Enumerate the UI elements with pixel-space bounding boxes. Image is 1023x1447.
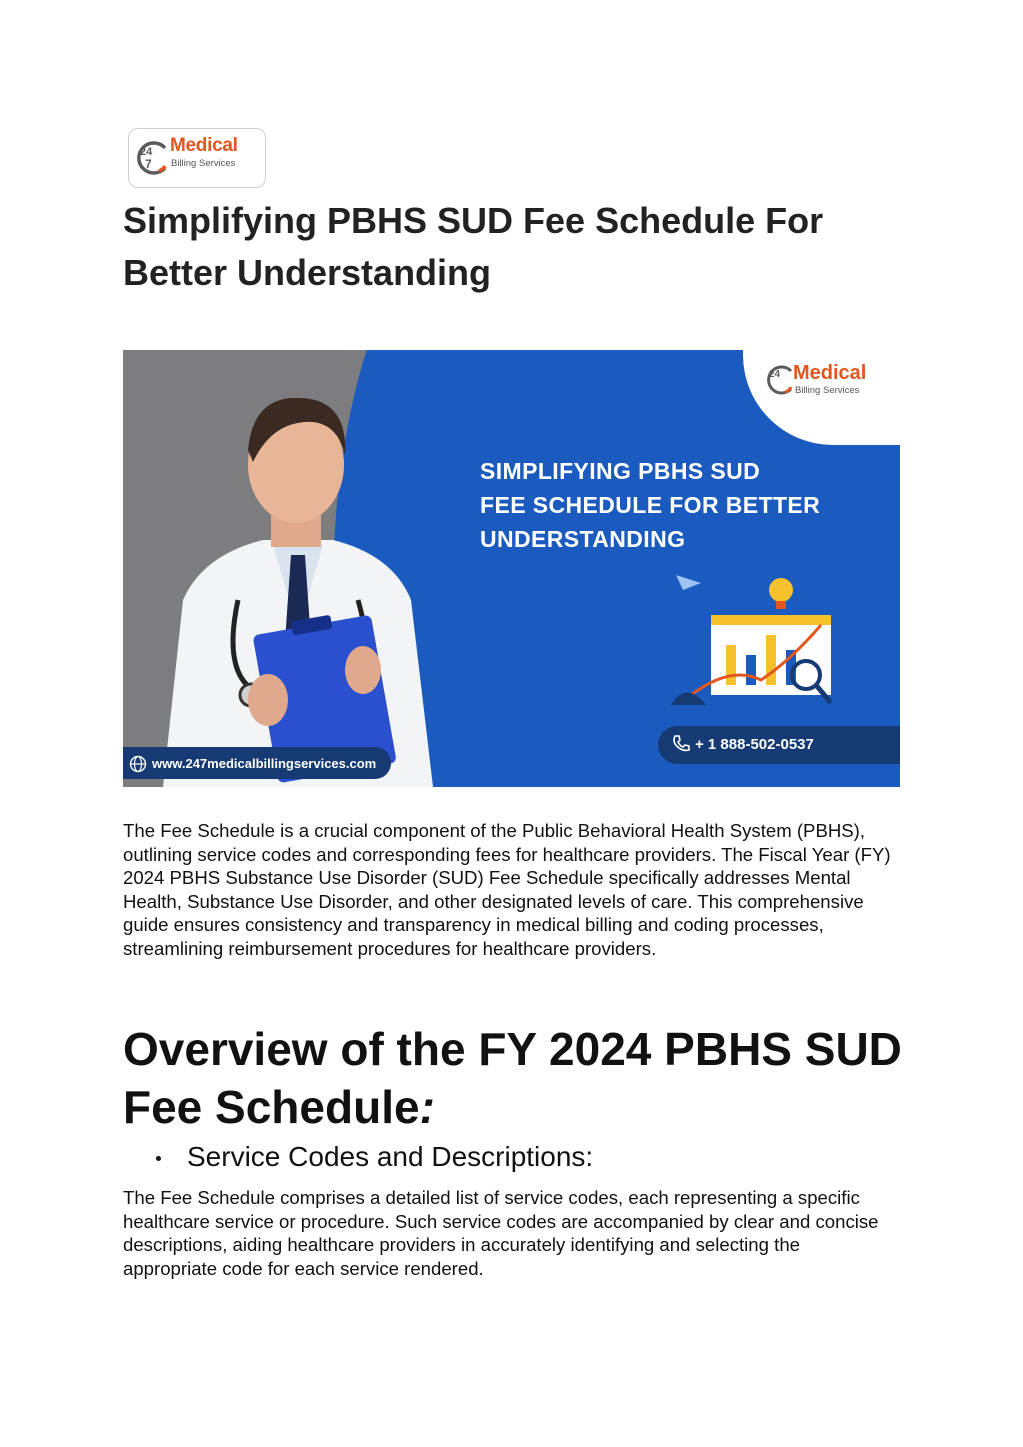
hero-banner <box>123 350 900 787</box>
section-heading <box>123 1020 923 1136</box>
intro-paragraph: The Fee Schedule is a crucial component of the Public Behavioral Health System (PBHS), outlining service codes and corresponding fees for healthcare providers. The Fiscal Year (FY) 2024 PBHS Substance Use Disorder (SUD) Fee Schedule specifically addresses Mental Health, Substance Use Disorder, and other designated levels of care. This comprehensive guide ensures consistency and transparency in medical billing and coding processes, streamlining reimbursement procedures for healthcare providers. <box>123 820 891 959</box>
banner-logo-number: 24 <box>769 369 781 380</box>
banner-headline-line-2: FEE SCHEDULE FOR BETTER <box>480 492 821 518</box>
phone-icon <box>671 734 691 754</box>
logo-247-mark-icon <box>135 138 171 178</box>
section-heading-colon: : <box>419 1081 435 1133</box>
banner-logo-mark-icon <box>765 362 795 398</box>
bullet-dot-icon <box>156 1156 161 1161</box>
logo-number: 24 <box>140 146 153 158</box>
analytics-illustration-icon <box>671 565 851 715</box>
section-heading-text: Overview of the FY 2024 PBHS SUD Fee Schedule <box>123 1023 902 1133</box>
bullet-item-label: Service Codes and Descriptions: <box>187 1141 594 1172</box>
section-paragraph: The Fee Schedule comprises a detailed list of service codes, each representing a specific healthcare service or procedure. Such service codes are accompanied by clear and concise descriptions, aiding healthcare providers in accurately identifying and selecting the appropriate code for each service rendered. <box>123 1187 879 1279</box>
banner-logo-main-text: Medical <box>793 362 867 384</box>
banner-headline <box>480 454 900 556</box>
svg-text:7: 7 <box>145 157 152 171</box>
banner-headline-line-1: SIMPLIFYING PBHS SUD <box>480 458 761 484</box>
phone-number: + 1 888-502-0537 <box>695 736 814 753</box>
doctor-illustration <box>143 370 443 787</box>
document-title: Simplifying PBHS SUD Fee Schedule For Better Understanding <box>123 200 824 293</box>
website-url: www.247medicalbillingservices.com <box>152 756 377 771</box>
banner-headline-line-3: UNDERSTANDING <box>480 526 686 552</box>
banner-logo-sub-text: Billing Services <box>795 385 860 396</box>
company-logo <box>128 128 266 188</box>
globe-icon <box>129 755 147 773</box>
logo-sub-text: Billing Services <box>171 158 236 169</box>
logo-main-text: Medical <box>170 135 238 156</box>
